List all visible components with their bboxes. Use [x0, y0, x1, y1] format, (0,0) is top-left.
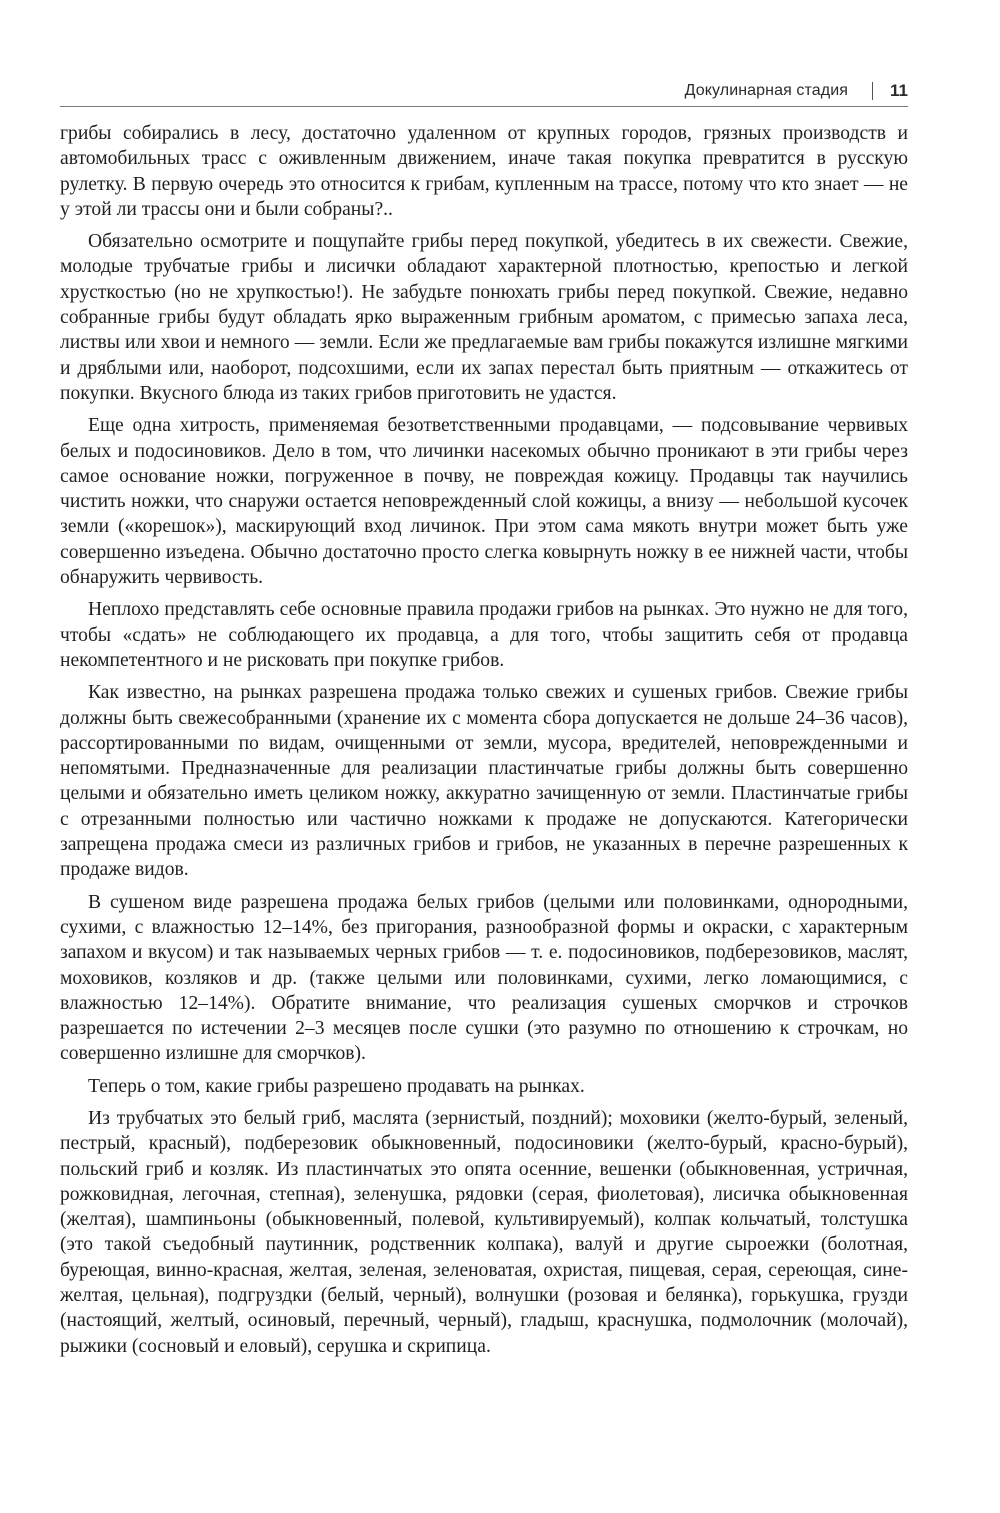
paragraph-2: Обязательно осмотрите и пощупайте грибы перед покупкой, убедитесь в их свежести. Свежие, молодые трубчатые грибы и лисички обладают характерной плотностью, крепостью и легкой хрусткостью (но не хрупкостью!). Не забудьте понюхать грибы перед покупкой. Свежие, недавно собранные грибы будут обладать ярко выраженным грибным ароматом, с примесью запаха леса, листвы или хвои и немного — земли. Если же предлагаемые вам грибы покажутся излишне мягкими и дряблыми или, наоборот, подсохшими, если их запах перестал быть приятным — откажитесь от покупки. Вкусного блюда из таких грибов приготовить не удастся.: [60, 231, 908, 404]
paragraph-6: В сушеном виде разрешена продажа белых грибов (целыми или половинками, однородными, сухими, с влажностью 12–14%, без пригорания, разнообразной формы и окраски, с характерным запахом и вкусом) и так называемых черных грибов — т. е. подосиновиков, подберезовиков, маслят, моховиков, козляков и др. (также целыми или половинками, сухими, легко ломающимися, с влажностью 12–14%). Обратите внимание, что реализация сушеных сморчков и строчков разрешается по истечении 2–3 месяцев после сушки (это разумно по отношению к строчкам, но совершенно излишне для сморчков).: [60, 891, 908, 1065]
paragraph-8: Из трубчатых это белый гриб, маслята (зернистый, поздний); моховики (желто-бурый, зеленый, пестрый, красный), подберезовик обыкновенный, подосиновики (желто-бурый, красно-бурый), польский гриб и козляк. Из пластинчатых это опята осенние, вешенки (обыкновенная, устричная, рожковидная, легочная, степная), зеленушка, рядовки (серая, фиолетовая), лисичка обыкновенная (желтая), шампиньоны (обыкновенный, полевой, культивируемый), колпак кольчатый, толстушка (это такой съедобный паутинник, родственник колпака), валуй и другие сыроежки (болотная, буреющая, винно-красная, желтая, зеленая, зеленоватая, охристая, пищевая, серая, сереющая, сине-желтая, цельная), подгруздки (белый, черный), волнушки (розовая и белянка), горькушка, грузди (настоящий, желтый, осиновый, перечный, черный), гладыш, краснушка, подмолочник (молочай), рыжики (сосновый и еловый), серушка и скрипица.: [60, 1107, 908, 1357]
paragraph-3: Еще одна хитрость, применяемая безответственными продавцами, — подсовывание червивых белых и подосиновиков. Дело в том, что личинки насекомых обычно проникают в эти грибы через самое основание ножки, погруженное в почву, не повреждая кожицу. Продавцы так научились чистить ножки, что снаружи остается неповрежденный слой кожицы, а внизу — небольшой кусочек земли («корешок»), маскирующий вход личинок. При этом сама мякоть внутри может быть уже совершенно изъедена. Обычно достаточно просто слегка ковырнуть ножку в ее нижней части, чтобы обнаружить червивость.: [60, 415, 908, 589]
page-number: 11: [890, 81, 908, 100]
paragraph-5: Как известно, на рынках разрешена продажа только свежих и сушеных грибов. Свежие грибы должны быть свежесобранными (хранение их с момента сбора допускается не дольше 24–36 часов), рассортированными по видам, очищенными от земли, мусора, вредителей, неповрежденными и непомятыми. Предназначенные для реализации пластинчатые грибы должны быть совершенно целыми и обязательно иметь целиком ножку, аккуратно зачищенную от земли. Пластинчатые грибы с отрезанными полностью или частично ножками к продаже не допускаются. Категорически запрещена продажа смеси из различных грибов и грибов, не указанных в перечне разрешенных к продаже видов.: [60, 682, 908, 881]
body-text: [60, 121, 908, 1366]
section-title: Докулинарная стадия: [684, 82, 849, 99]
header-separator: [872, 82, 873, 100]
paragraph-7: Теперь о том, какие грибы разрешено продавать на рынках.: [88, 1075, 585, 1097]
paragraph-1: грибы собирались в лесу, достаточно удаленном от крупных городов, грязных производств и автомобильных трасс с оживленным движением, иначе такая покупка превратится в русскую рулетку. В первую очередь это относится к грибам, купленным на трассе, потому что кто знает — не у этой ли трассы они и были собраны?..: [60, 123, 908, 220]
paragraph-4: Неплохо представлять себе основные правила продажи грибов на рынках. Это нужно не для того, чтобы «сдать» не соблюдающего их продавца, а для того, чтобы защитить себя от продавца некомпетентного и не рисковать при покупке грибов.: [60, 599, 908, 671]
running-header: [60, 76, 908, 107]
